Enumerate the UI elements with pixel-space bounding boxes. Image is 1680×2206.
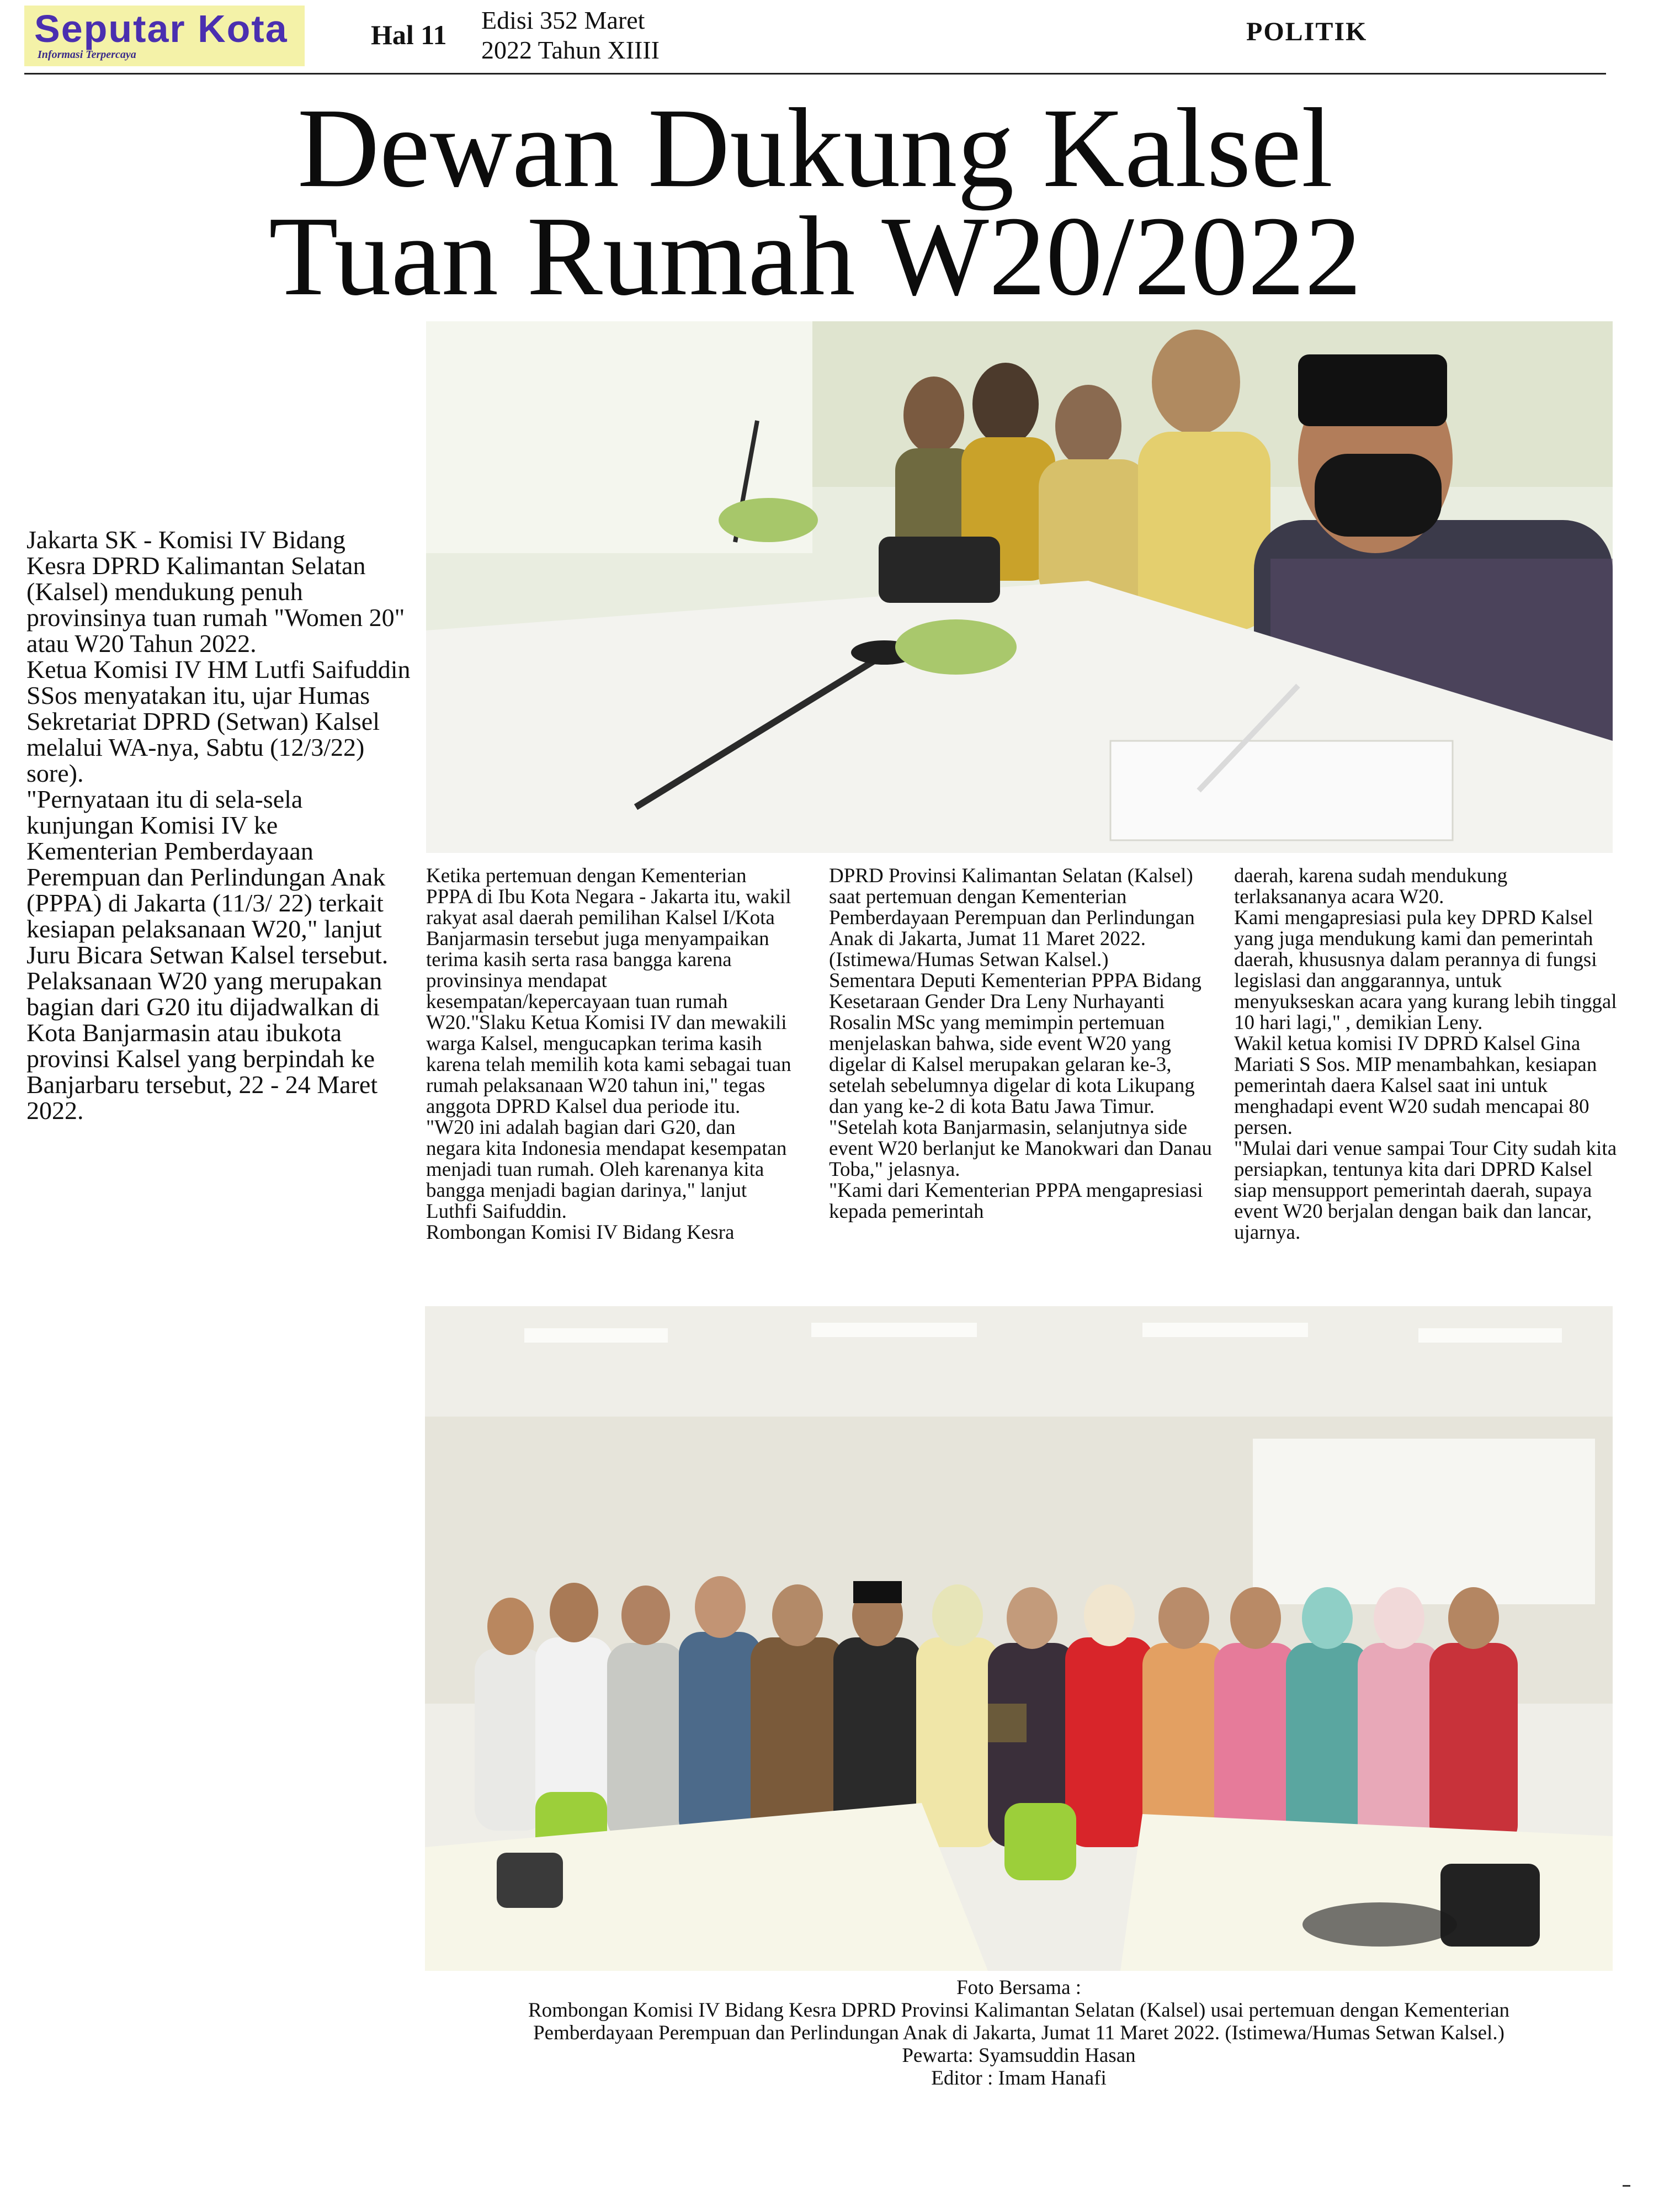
masthead-logo	[24, 6, 305, 66]
page-corner-mark	[1623, 2185, 1630, 2187]
paragraph: "Setelah kota Banjarmasin, selanjutnya side event W20 berlanjut ke Manokwari dan Danau Toba," jelasnya.	[829, 1116, 1212, 1181]
headline-line-2: Tuan Rumah W20/2022	[268, 193, 1362, 319]
headline	[24, 84, 1606, 319]
editor-credit: Editor : Imam Hanafi	[931, 2067, 1107, 2090]
group-photo-illustration	[425, 1306, 1613, 1971]
paragraph: Pelaksanaan W20 yang merupakan bagian dari G20 itu dijadwalkan di Kota Banjarmasin atau ibukota provinsi Kalsel yang berpindah ke Banjarbaru tersebut, 22 - 24 Maret 2022.	[26, 967, 382, 1125]
caption-line-1: Rombongan Komisi IV Bidang Kesra DPRD Provinsi Kalimantan Selatan (Kalsel) usai pertemuan dengan Kementerian	[528, 1999, 1510, 2022]
reporter-credit: Pewarta: Syamsuddin Hasan	[902, 2044, 1136, 2067]
edition-info	[481, 6, 741, 65]
paragraph: daerah, karena sudah mendukung terlaksananya acara W20.	[1234, 865, 1508, 908]
paragraph: "W20 ini adalah bagian dari G20, dan negara kita Indonesia mendapat kesempatan menjadi tuan rumah. Oleh karenanya kita bangga menjadi bagian darinya," lanjut Luthfi Saifuddin.	[426, 1116, 787, 1223]
paragraph: "Mulai dari venue sampai Tour City sudah kita persiapkan, tentunya kita dari DPRD Kalsel siap mensupport pemerintah daerah, supaya event W20 berjalan dengan baik dan lancar, ujarnya.	[1234, 1137, 1617, 1244]
edition-line-2: 2022 Tahun XIIII	[481, 36, 660, 64]
header-divider	[24, 73, 1606, 75]
meeting-photo	[426, 321, 1613, 853]
paragraph: Sementara Deputi Kementerian PPPA Bidang Kesetaraan Gender Dra Leny Nurhayanti Rosalin MSc yang memimpin pertemuan menjelaskan bahwa, side event W20 yang digelar di Kalsel merupakan gelaran ke-3, setelah sebelumnya digelar di kota Likupang dan yang ke-2 di kota Batu Jawa Timur.	[829, 969, 1201, 1118]
paragraph: Wakil ketua komisi IV DPRD Kalsel Gina Mariati S Sos. MIP menambahkan, kesiapan pemerintah daera Kalsel saat ini untuk menghadapi event W20 sudah mencapai 80 persen.	[1234, 1032, 1597, 1139]
caption-line-2: Pemberdayaan Perempuan dan Perlindungan Anak di Jakarta, Jumat 11 Maret 2022. (Istimewa/Humas Setwan Kalsel.)	[533, 2022, 1504, 2044]
edition-line-1: Edisi 352 Maret	[481, 6, 645, 34]
logo-name: Seputar Kota	[34, 7, 288, 50]
caption-heading: Foto Bersama :	[956, 1976, 1082, 1999]
paragraph: Jakarta SK - Komisi IV Bidang Kesra DPRD Kalimantan Selatan (Kalsel) mendukung penuh provinsinya tuan rumah "Women 20" atau W20 Tahun 2022.	[26, 526, 405, 657]
paragraph: "Kami dari Kementerian PPPA mengapresiasi kepada pemerintah	[829, 1179, 1203, 1223]
paragraph: DPRD Provinsi Kalimantan Selatan (Kalsel) saat pertemuan dengan Kementerian Pemberdayaan Perempuan dan Perlindungan Anak di Jakarta, Jumat 11 Maret 2022. (Istimewa/Humas Setwan Kalsel.)	[829, 865, 1195, 971]
article-column-4	[1234, 866, 1620, 1243]
paragraph: Ketua Komisi IV HM Lutfi Saifuddin SSos menyatakan itu, ujar Humas Sekretariat DPRD (Setwan) Kalsel melalui WA-nya, Sabtu (12/3/22) sore).	[26, 655, 411, 787]
section-label: POLITIK	[1246, 17, 1368, 46]
headline-line-1: Dewan Dukung Kalsel	[297, 84, 1333, 211]
paragraph: Kami mengapresiasi pula key DPRD Kalsel yang juga mendukung kami dan pemerintah daerah, khususnya dalam perannya di fungsi legislasi dan anggarannya, untuk menyukseskan acara yang kurang lebih tinggal 10 hari lagi," , demikian Leny.	[1234, 906, 1617, 1034]
paragraph: Ketika pertemuan dengan Kementerian PPPA di Ibu Kota Negara - Jakarta itu, wakil rakyat asal daerah pemilihan Kalsel I/Kota Banjarmasin tersebut juga menyampaikan terima kasih serta rasa bangga karena provinsinya mendapat kesempatan/kepercayaan tuan rumah W20."Slaku Ketua Komisi IV dan mewakili warga Kalsel, mengucapkan terima kasih karena telah memilih kota kami sebagai tuan rumah pelaksanaan W20 tahun ini," tegas anggota DPRD Kalsel dua periode itu.	[426, 865, 791, 1118]
logo-tagline: Informasi Terpercaya	[38, 49, 136, 61]
page-number: Hal 11	[371, 19, 447, 50]
paragraph: Rombongan Komisi IV Bidang Kesra	[426, 1221, 735, 1244]
article-column-3	[829, 866, 1215, 1222]
article-column-1	[26, 527, 411, 1123]
photo-caption	[425, 1976, 1613, 2090]
article-column-2	[426, 866, 795, 1243]
paragraph: "Pernyataan itu di sela-sela kunjungan Komisi IV ke Kementerian Pemberdayaan Perempuan dan Perlindungan Anak (PPPA) di Jakarta (11/3/ 22) terkait kesiapan pelaksanaan W20," lanjut Juru Bicara Setwan Kalsel tersebut.	[26, 785, 389, 969]
group-photo	[425, 1306, 1613, 1971]
meeting-photo-illustration	[426, 321, 1613, 853]
